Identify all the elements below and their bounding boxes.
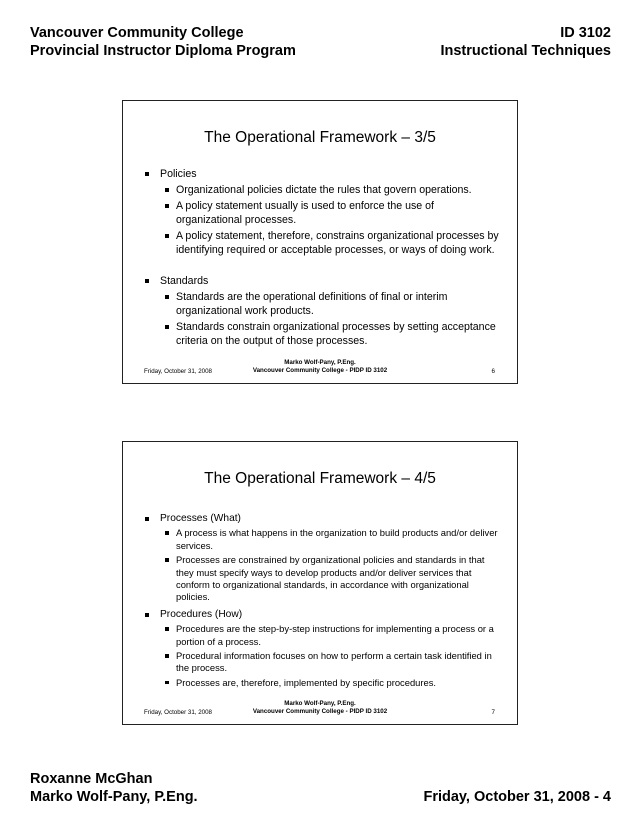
sub-bullet: Processes are, therefore, implemented by specific procedures. — [141, 677, 499, 689]
bullet-policies — [141, 167, 499, 181]
bullet-label: Standards — [160, 275, 209, 287]
slide-3-of-5 — [122, 100, 518, 384]
slide-footer-center — [123, 359, 517, 375]
course-name: Instructional Techniques — [440, 43, 611, 59]
slide-number: 7 — [491, 709, 495, 716]
slide-4-of-5 — [122, 441, 518, 725]
sub-bullet: Standards constrain organizational processes by setting acceptance criteria on the output of those processes. — [141, 320, 499, 348]
sub-bullet: Processes are constrained by organizational policies and standards in that they must specify ways to develop products and/or deliver services that conform to organizational standards, in accordance with organizational policies. — [141, 554, 499, 604]
college-name: Vancouver Community College — [30, 25, 244, 41]
bullet-label: Processes (What) — [160, 513, 241, 524]
slide-content — [141, 512, 499, 689]
slide-org: Vancouver Community College - PIDP ID 3102 — [252, 367, 388, 374]
slide-author: Marko Wolf-Pany, P.Eng. — [284, 359, 356, 366]
slide-date: Friday, October 31, 2008 — [144, 368, 212, 375]
sub-bullet: Organizational policies dictate the rules that govern operations. — [141, 183, 499, 197]
slide-footer-center — [123, 700, 517, 716]
sub-bullet: Procedures are the step-by-step instructions for implementing a process or a portion of a process. — [141, 623, 499, 648]
bullet-label: Policies — [160, 168, 197, 180]
sub-bullet: Procedural information focuses on how to perform a certain task identified in the process. — [141, 650, 499, 675]
bullet-standards — [141, 274, 499, 288]
header-right — [440, 24, 611, 60]
author-name: Roxanne McGhan — [30, 771, 153, 787]
course-code: ID 3102 — [560, 25, 611, 41]
header-left — [30, 24, 296, 60]
slide-number: 6 — [491, 368, 495, 375]
slide-date: Friday, October 31, 2008 — [144, 709, 212, 716]
bullet-procedures — [141, 608, 499, 621]
sub-bullet: A policy statement, therefore, constrains organizational processes by identifying required or acceptable processes, or ways of doing work. — [141, 229, 499, 257]
bullet-processes — [141, 512, 499, 525]
slide-org: Vancouver Community College - PIDP ID 3102 — [252, 708, 388, 715]
slide-title: The Operational Framework – 3/5 — [204, 129, 436, 146]
co-author-name: Marko Wolf-Pany, P.Eng. — [30, 789, 198, 805]
bullet-label: Procedures (How) — [160, 608, 243, 620]
footer-left — [30, 770, 198, 806]
sub-bullet: A policy statement usually is used to enforce the use of organizational processes. — [141, 199, 499, 227]
slide-title: The Operational Framework – 4/5 — [204, 470, 436, 487]
page-date-number: Friday, October 31, 2008 - 4 — [423, 789, 611, 805]
slide-content — [141, 167, 499, 348]
sub-bullet: Standards are the operational definitions of final or interim organizational work products. — [141, 290, 499, 318]
sub-bullet: A process is what happens in the organization to build products and/or deliver services. — [141, 527, 499, 552]
program-name: Provincial Instructor Diploma Program — [30, 43, 296, 59]
slide-author: Marko Wolf-Pany, P.Eng. — [284, 700, 356, 707]
